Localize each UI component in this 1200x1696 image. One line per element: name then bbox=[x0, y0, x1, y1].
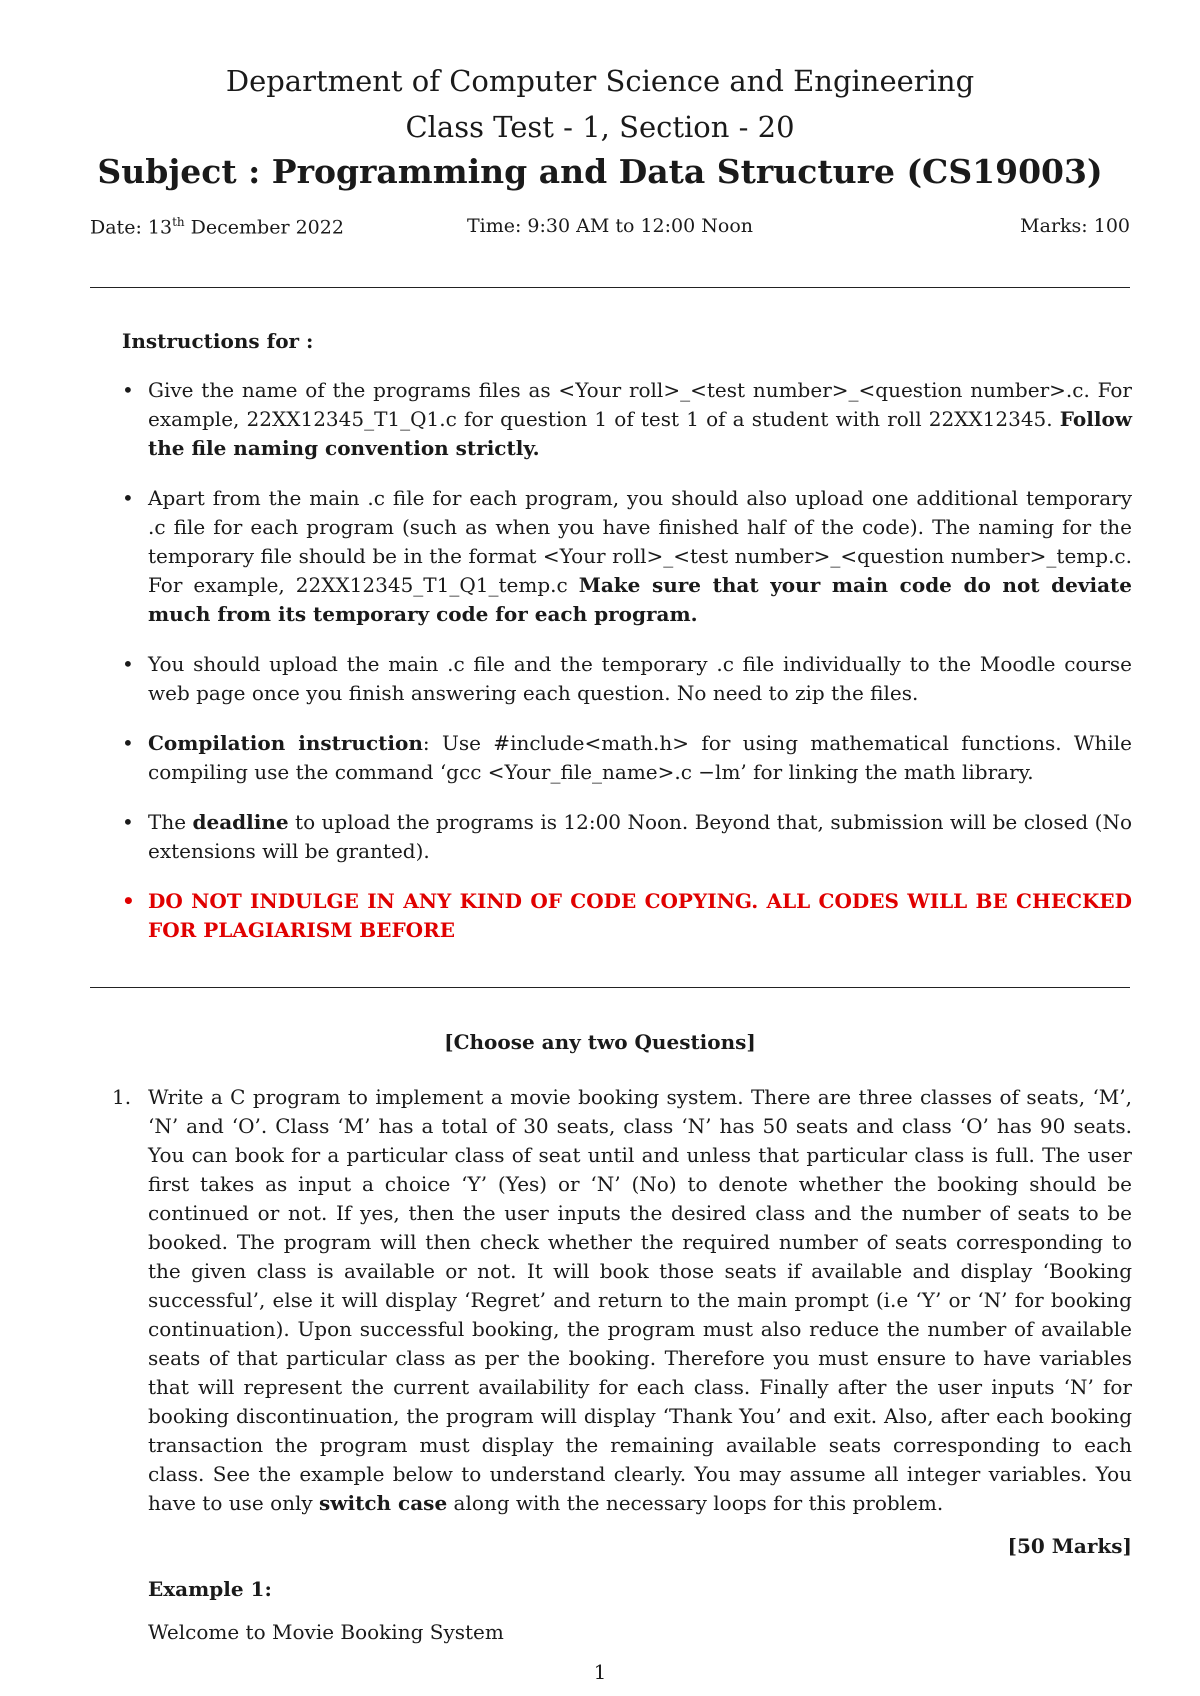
bullet-icon: • bbox=[122, 810, 134, 834]
test-title: Class Test - 1, Section - 20 bbox=[405, 110, 795, 144]
bullet-icon: • bbox=[122, 486, 134, 510]
plagiarism-warning: • DO NOT INDULGE IN ANY KIND OF CODE COPYING. ALL CODES WILL BE CHECKED FOR PLAGIARISM BEFORE bbox=[122, 889, 1132, 942]
example-line: Welcome to Movie Booking System bbox=[148, 1620, 504, 1644]
department-title: Department of Computer Science and Engineering bbox=[225, 64, 975, 98]
bullet-icon: • bbox=[122, 889, 135, 913]
instructions-heading: Instructions for : bbox=[122, 329, 314, 353]
question-1 bbox=[112, 1083, 1132, 1518]
instruction-item: • Apart from the main .c file for each program, you should also upload one additional temporary .c file for each program (such as when you have finished half of the code). The naming for the temporary file should be in the format <Your roll>_<test number>_<question number>_temp.c. For example, 22XX12345_T1_Q1_temp.c Make sure that your main code do not deviate much from its temporary code for each program. bbox=[122, 486, 1132, 626]
bullet-icon: • bbox=[122, 731, 134, 755]
subject-title: Subject : Programming and Data Structure (CS19003) bbox=[97, 152, 1103, 191]
instruction-item: • Compilation instruction: Use #include<math.h> for using mathematical functions. While compiling use the command ‘gcc <Your_file_name>.c −lm’ for linking the math library. bbox=[122, 731, 1133, 784]
exam-time: Time: 9:30 AM to 12:00 Noon bbox=[466, 215, 754, 237]
example-heading: Example 1: bbox=[148, 1577, 272, 1601]
page-number: 1 bbox=[593, 1660, 607, 1684]
bullet-icon: • bbox=[122, 378, 134, 402]
exam-date: Date: 13th December 2022 bbox=[90, 215, 344, 239]
divider-bottom bbox=[90, 987, 1130, 988]
divider-top bbox=[90, 287, 1130, 288]
instruction-item: • The deadline to upload the programs is 12:00 Noon. Beyond that, submission will be closed (No extensions will be granted). bbox=[122, 810, 1132, 863]
choose-questions-note: [Choose any two Questions] bbox=[444, 1030, 756, 1054]
question-text: Write a C program to implement a movie booking system. There are three classes of seats, ‘M’, ‘N’ and ‘O’. Class ‘M’ has a total of 30 seats, class ‘N’ has 50 seats and class ‘O’ has 90 seats. You can book for a particular class of seat until and unless that particular class is full. The user first takes as input a choice ‘Y’ (Yes) or ‘N’ (No) to denote whether the booking should be continued or not. If yes, then the user inputs the desired class and the number of seats to be booked. The program will then check whether the required number of seats corresponding to the given class is available or not. It will book those seats if available and display ‘Booking successful’, else it will display ‘Regret’ and return to the main prompt (i.e ‘Y’ or ‘N’ for booking continuation). Upon successful booking, the program must also reduce the number of available seats of that particular class as per the booking. Therefore you must ensure to have variables that will represent the current availability for each class. Finally after the user inputs ‘N’ for booking discontinuation, the program will display ‘Thank You’ and exit. Also, after each booking transaction the program must display the remaining available seats corresponding to each class. See the example below to understand clearly. You may assume all integer variables. You have to use only switch case along with the necessary loops for this problem. bbox=[148, 1085, 1132, 1515]
exam-meta bbox=[90, 215, 1130, 245]
bullet-icon: • bbox=[122, 652, 134, 676]
exam-marks: Marks: 100 bbox=[1020, 215, 1130, 237]
question-number: 1. bbox=[112, 1085, 132, 1109]
instruction-item: • Give the name of the programs files as <Your roll>_<test number>_<question number>.c. For example, 22XX12345_T1_Q1.c for question 1 of test 1 of a student with roll 22XX12345. Follow the file naming convention strictly. bbox=[122, 378, 1132, 460]
instruction-item: • You should upload the main .c file and the temporary .c file individually to the Moodle course web page once you finish answering each question. No need to zip the files. bbox=[122, 652, 1132, 705]
question-marks: [50 Marks] bbox=[1007, 1534, 1132, 1558]
instructions-list bbox=[122, 376, 1132, 966]
